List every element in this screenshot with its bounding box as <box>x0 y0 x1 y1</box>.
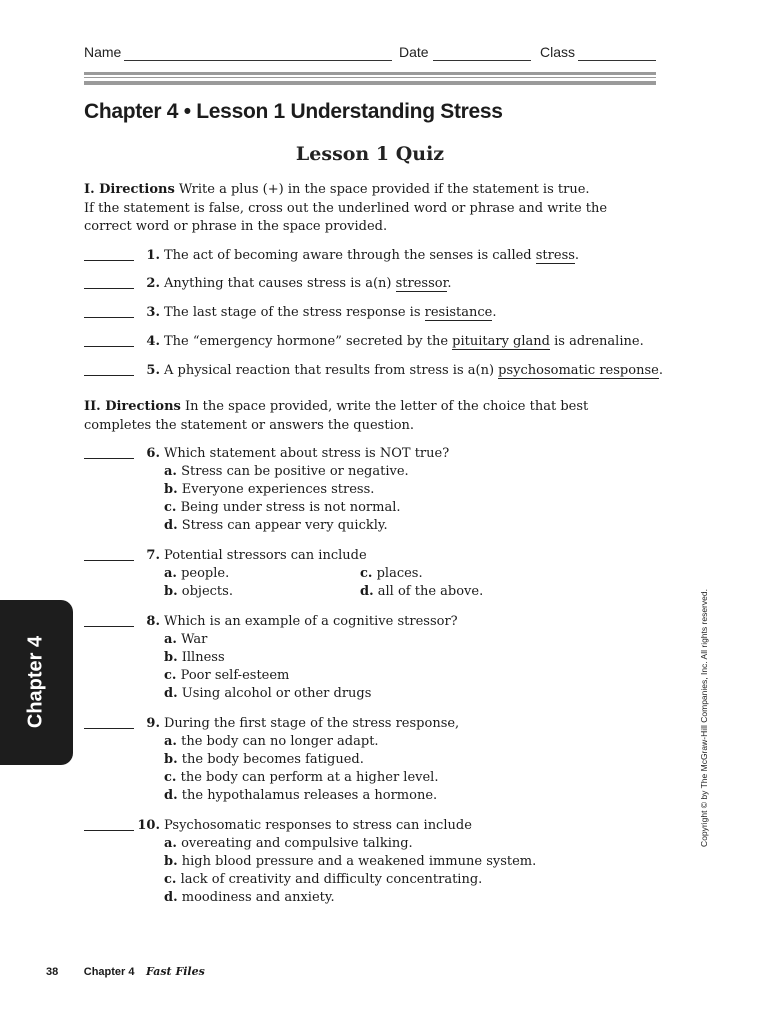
section2-heading: II. Directions <box>84 399 181 414</box>
underlined-term: psychosomatic response <box>498 363 659 378</box>
option-c: c. Being under stress is not normal. <box>164 500 401 515</box>
question-text: Anything that causes stress is a(n) stressor. <box>164 276 452 291</box>
question-number: 5. <box>146 363 160 378</box>
option-b: b. Everyone experiences stress. <box>164 482 375 497</box>
section1-heading: I. Directions <box>84 182 175 197</box>
date-label: Date <box>399 44 429 60</box>
class-field[interactable] <box>578 60 656 61</box>
header-rule-mid <box>84 77 656 78</box>
answer-blank[interactable] <box>84 728 134 729</box>
student-info-header <box>84 44 656 64</box>
section2-directions <box>84 398 644 435</box>
underlined-term: stressor <box>395 276 448 291</box>
underlined-term: resistance <box>424 305 493 320</box>
underlined-term: pituitary gland <box>452 334 550 349</box>
answer-blank[interactable] <box>84 560 134 561</box>
copyright-notice: Copyright © by The McGraw-Hill Companies, Inc. All rights reserved. <box>699 589 709 847</box>
answer-blank[interactable] <box>84 458 134 459</box>
option-d: d. the hypothalamus releases a hormone. <box>164 788 438 803</box>
answer-blank[interactable] <box>84 288 134 289</box>
option-a: a. overeating and compulsive talking. <box>164 836 413 851</box>
header-rule-bottom <box>84 81 656 85</box>
option-c: c. lack of creativity and difficulty concentrating. <box>164 872 483 887</box>
option-d: d. moodiness and anxiety. <box>164 890 335 905</box>
answer-blank[interactable] <box>84 317 134 318</box>
section1-text-line1: Write a plus (+) in the space provided if the statement is true. <box>178 182 590 197</box>
answer-blank[interactable] <box>84 830 134 831</box>
question-number: 10. <box>137 818 160 833</box>
question-text: The “emergency hormone” secreted by the pituitary gland is adrenaline. <box>164 334 644 349</box>
option-d: d. Using alcohol or other drugs <box>164 686 372 701</box>
question-number: 2. <box>146 276 160 291</box>
question-number: 1. <box>146 248 160 263</box>
question-stem: During the first stage of the stress response, <box>164 716 460 731</box>
section1-directions <box>84 181 644 237</box>
answer-blank[interactable] <box>84 375 134 376</box>
answer-blank[interactable] <box>84 626 134 627</box>
section2-text-line2: completes the statement or answers the question. <box>84 417 415 433</box>
question-number: 4. <box>146 334 160 349</box>
question-number: 8. <box>146 614 160 629</box>
option-c: c. the body can perform at a higher level. <box>164 770 439 785</box>
question-10 <box>84 817 644 909</box>
page-number: 38 <box>46 966 59 978</box>
section2-text-line1: In the space provided, write the letter of the choice that best <box>185 399 589 414</box>
header-rule-top <box>84 72 656 75</box>
question-number: 9. <box>146 716 160 731</box>
class-label: Class <box>540 44 576 60</box>
question-stem: Potential stressors can include <box>164 548 367 563</box>
question-9 <box>84 715 644 807</box>
option-b: b. the body becomes fatigued. <box>164 752 364 767</box>
option-a: a. the body can no longer adapt. <box>164 734 379 749</box>
question-8 <box>84 613 644 705</box>
option-b: b. Illness <box>164 650 225 665</box>
question-number: 3. <box>146 305 160 320</box>
question-stem: Which is an example of a cognitive stressor? <box>164 614 458 629</box>
footer-chapter: Chapter 4 <box>83 966 135 978</box>
question-number: 6. <box>146 446 160 461</box>
underlined-term: stress <box>535 248 575 263</box>
page-footer <box>46 965 205 978</box>
question-text: The act of becoming aware through the senses is called stress. <box>164 248 580 263</box>
section1-text-line3: correct word or phrase in the space provided. <box>84 219 388 234</box>
option-d: d. all of the above. <box>360 584 484 599</box>
option-a: a. Stress can be positive or negative. <box>164 464 409 479</box>
quiz-title: Lesson 1 Quiz <box>295 143 445 165</box>
option-b: b. high blood pressure and a weakened immune system. <box>164 854 537 869</box>
name-field[interactable] <box>124 60 392 61</box>
question-text: The last stage of the stress response is resistance. <box>164 305 497 320</box>
question-number: 7. <box>146 548 160 563</box>
option-a: a. people. <box>164 566 230 581</box>
question-7 <box>84 547 644 603</box>
option-d: d. Stress can appear very quickly. <box>164 518 388 533</box>
chapter-title: Chapter 4 • Lesson 1 Understanding Stress <box>84 100 503 123</box>
section1-text-line2: If the statement is false, cross out the underlined word or phrase and write the <box>84 200 608 216</box>
date-field[interactable] <box>433 60 531 61</box>
option-a: a. War <box>164 632 208 647</box>
name-label: Name <box>84 44 122 60</box>
option-c: c. places. <box>360 566 423 581</box>
question-text: A physical reaction that results from stress is a(n) psychosomatic response. <box>164 363 663 378</box>
chapter-side-tab-label: Chapter 4 <box>24 635 47 729</box>
option-c: c. Poor self-esteem <box>164 668 290 683</box>
footer-book-title: Fast Files <box>146 965 205 978</box>
question-6 <box>84 445 644 537</box>
answer-blank[interactable] <box>84 260 134 261</box>
question-stem: Which statement about stress is NOT true? <box>164 446 450 461</box>
answer-blank[interactable] <box>84 346 134 347</box>
option-b: b. objects. <box>164 584 233 599</box>
question-stem: Psychosomatic responses to stress can include <box>164 818 472 833</box>
